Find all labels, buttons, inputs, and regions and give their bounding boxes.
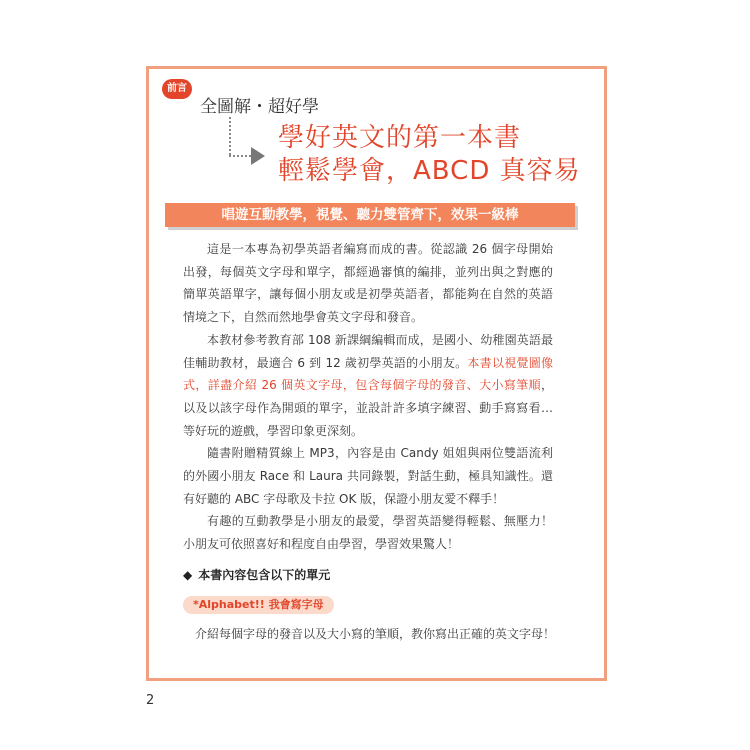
- paragraph-2-highlight: 本書以視覺圖像式，詳盡介紹 26 個英文字母，包含每個字母的發音、大小寫筆順: [183, 355, 553, 393]
- paragraph-2-part-a: 本教材參考教育部 108 新課綱編輯而成，是國小、幼稚園英語最佳輔助教材，最適合 6 到 12 歲初學英語的小朋友。: [183, 332, 553, 370]
- section-banner: 唱遊互動教學，視覺、聽力雙管齊下，效果一級棒: [165, 203, 575, 227]
- diamond-icon: ◆: [183, 568, 193, 582]
- unit-description: 介紹每個字母的發音以及大小寫的筆順，教你寫出正確的英文字母！: [195, 627, 556, 641]
- dotted-connector-horizontal: [229, 155, 251, 157]
- kicker-text: 全圖解・超好學: [200, 97, 319, 117]
- paragraph-2: [183, 329, 553, 443]
- units-heading: [183, 566, 330, 583]
- paragraph-4: 有趣的互動教學是小朋友的最愛，學習英語變得輕鬆、無壓力！小朋友可依照喜好和程度自由學習，學習效果驚人！: [183, 514, 553, 552]
- paragraph-2-part-b: ，以及以該字母作為開頭的單字，並設計許多填字練習、動手寫寫看…等好玩的遊戲，學習印象更深刻。: [183, 378, 553, 438]
- page-number: 2: [146, 693, 155, 708]
- dotted-connector-vertical: [229, 117, 231, 155]
- page-title-line2: 輕鬆學會，ABCD 真容易: [278, 156, 581, 186]
- arrow-right-icon: [251, 147, 265, 165]
- unit-label-pill: *Alphabet!! 我會寫字母: [183, 596, 334, 614]
- paragraph-3: 隨書附贈精質線上 MP3，內容是由 Candy 姐姐與兩位雙語流利的外國小朋友 Race 和 Laura 共同錄製，對話生動，極具知識性。還有好聽的 ABC 字母歌及卡拉 OK 版，保證小朋友愛不釋手！: [183, 446, 553, 506]
- body-text: [183, 238, 553, 556]
- paragraph-1: 這是一本專為初學英語者編寫而成的書。從認識 26 個字母開始出發，每個英文字母和單字，都經過審慎的編排，並列出與之對應的簡單英語單字，讓每個小朋友或是初學英語者，都能夠在自然的英語情境之下，自然而然地學會英文字母和發音。: [183, 242, 553, 325]
- page-title-line1: 學好英文的第一本書: [278, 123, 522, 153]
- units-heading-text: 本書內容包含以下的單元: [198, 568, 331, 582]
- preface-badge: 前言: [162, 79, 192, 99]
